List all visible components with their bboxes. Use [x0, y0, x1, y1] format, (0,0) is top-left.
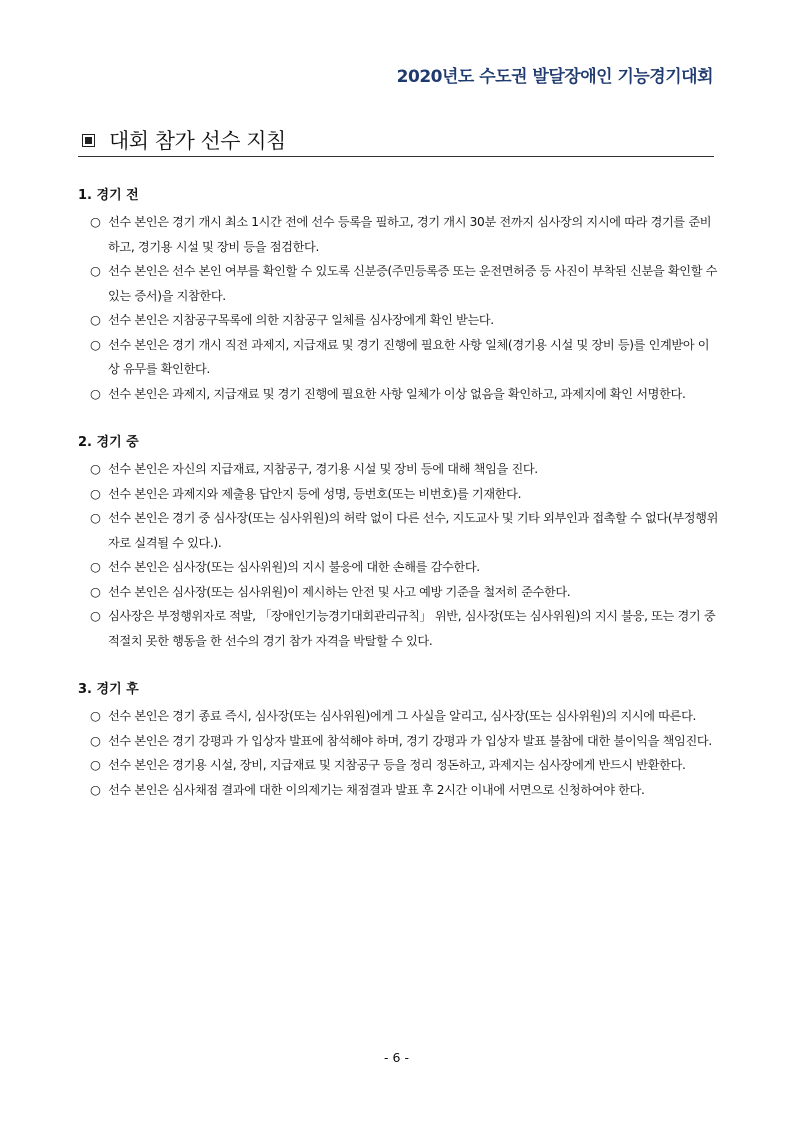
- circle-bullet-icon: ○: [90, 708, 101, 723]
- group-after-competition: [78, 680, 718, 802]
- list-item-text: 선수 본인은 선수 본인 여부를 확인할 수 있도록 신분증(주민등록증 또는 운전면허증 등 사진이 부착된 신분을 확인할 수 있는 증서)을 지참한다.: [108, 264, 718, 303]
- list-item-text: 선수 본인은 과제지와 제출용 답안지 등에 성명, 등번호(또는 비번호)를 기재한다.: [108, 486, 522, 501]
- list-item: [78, 778, 718, 803]
- list-item-text: 선수 본인은 과제지, 지급재료 및 경기 진행에 필요한 사항 일체가 이상 없음을 확인하고, 과제지에 확인 서명한다.: [108, 386, 686, 401]
- group-during-competition: [78, 433, 718, 653]
- list-item-text: 심사장은 부정행위자로 적발, 「장애인기능경기대회관리규칙」 위반, 심사장(또는 심사위원)의 지시 불응, 또는 경기 중 적절치 못한 행동을 한 선수의 경기 참가 자격을 박탈할 수 있다.: [108, 609, 716, 648]
- list-item-text: 선수 본인은 지참공구목록에 의한 지참공구 일체를 심사장에게 확인 받는다.: [108, 313, 494, 327]
- list-item: [78, 604, 718, 653]
- list-item-text: 선수 본인은 경기 강평과 가 입상자 발표에 참석해야 하며, 경기 강평과 가 입상자 발표 불참에 대한 불이익을 책임진다.: [108, 733, 712, 748]
- circle-bullet-icon: ○: [90, 214, 101, 229]
- circle-bullet-icon: ○: [90, 559, 101, 574]
- list-item-text: 선수 본인은 경기용 시설, 장비, 지급재료 및 지참공구 등을 정리 정돈하고, 과제지는 심사장에게 반드시 반환한다.: [108, 758, 686, 772]
- list-item: [78, 506, 718, 555]
- list-item: [78, 729, 718, 754]
- list-item: [78, 210, 718, 259]
- circle-bullet-icon: ○: [90, 336, 101, 352]
- circle-bullet-icon: ○: [90, 263, 101, 278]
- list-item: [78, 308, 718, 333]
- group-heading: 2. 경기 중: [78, 435, 139, 450]
- circle-bullet-icon: ○: [90, 757, 101, 772]
- list-item-text: 선수 본인은 심사장(또는 심사위원)이 제시하는 안전 및 사고 예방 기준을 철저히 준수한다.: [108, 584, 571, 599]
- list-item: [78, 457, 718, 482]
- list-item: [78, 753, 718, 778]
- list-item-text: 선수 본인은 심사장(또는 심사위원)의 지시 불응에 대한 손해를 감수한다.: [108, 560, 480, 574]
- list-item: [78, 555, 718, 580]
- list-item-text: 선수 본인은 경기 개시 최소 1시간 전에 선수 등록을 필하고, 경기 개시 30분 전까지 심사장의 지시에 따라 경기를 준비하고, 경기용 시설 및 장비 등을 점검한다.: [108, 215, 712, 254]
- list-item: [78, 333, 718, 382]
- circle-bullet-icon: ○: [90, 510, 101, 525]
- list-item: [78, 580, 718, 605]
- group-heading: 1. 경기 전: [78, 188, 139, 203]
- running-header: 2020년도 수도권 발달장애인 기능경기대회: [396, 67, 713, 87]
- circle-bullet-icon: ○: [90, 781, 101, 797]
- page-number: - 6 -: [384, 1050, 409, 1065]
- circle-bullet-icon: ○: [90, 608, 101, 623]
- circle-bullet-icon: ○: [90, 461, 101, 476]
- circle-bullet-icon: ○: [90, 732, 101, 748]
- list-item-text: 선수 본인은 경기 종료 즉시, 심사장(또는 심사위원)에게 그 사실을 알리고, 심사장(또는 심사위원)의 지시에 따른다.: [108, 709, 697, 723]
- group-before-competition: [78, 186, 718, 406]
- section-title: [78, 124, 714, 157]
- list-item-text: 선수 본인은 경기 개시 직전 과제지, 지급재료 및 경기 진행에 필요한 사항 일체(경기용 시설 및 장비 등)를 인계받아 이상 유무를 확인한다.: [108, 337, 710, 376]
- list-item: [78, 704, 718, 729]
- list-item-text: 선수 본인은 심사채점 결과에 대한 이의제기는 채점결과 발표 후 2시간 이내에 서면으로 신청하여야 한다.: [108, 782, 645, 797]
- circle-bullet-icon: ○: [90, 485, 101, 501]
- list-item: [78, 259, 718, 308]
- section-title-text: 대회 참가 선수 지침: [109, 129, 286, 153]
- circle-bullet-icon: ○: [90, 385, 101, 401]
- circle-bullet-icon: ○: [90, 583, 101, 599]
- list-item-text: 선수 본인은 자신의 지급재료, 지참공구, 경기용 시설 및 장비 등에 대해 책임을 진다.: [108, 462, 538, 476]
- list-item-text: 선수 본인은 경기 중 심사장(또는 심사위원)의 허락 없이 다른 선수, 지도교사 및 기타 외부인과 접촉할 수 없다(부정행위자로 실격될 수 있다.).: [108, 511, 719, 550]
- list-item: [78, 482, 718, 507]
- guidelines-content: [78, 186, 718, 829]
- square-bullet-icon: [82, 134, 95, 147]
- group-heading: 3. 경기 후: [78, 682, 139, 697]
- list-item: [78, 382, 718, 407]
- circle-bullet-icon: ○: [90, 312, 101, 327]
